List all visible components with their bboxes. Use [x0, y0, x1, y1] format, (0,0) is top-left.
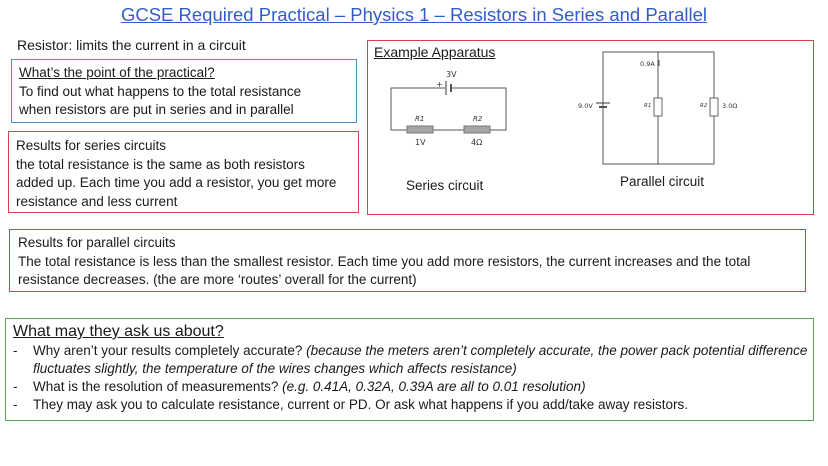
parallel-r2-label: R2	[700, 103, 708, 109]
parallel-results-box	[9, 229, 806, 292]
parallel-results-line: The total resistance is less than the smallest resistor. Each time you add more resistors, the current increases and the total	[18, 253, 751, 269]
series-resistor-r1	[407, 126, 433, 133]
series-results-heading: Results for series circuits	[16, 138, 167, 153]
series-results-line: the total resistance is the same as both resistors	[16, 156, 305, 172]
parallel-results-line: resistance decreases. (the are more ‘routes’ overall for the current)	[18, 272, 417, 287]
series-r1-value: 1V	[415, 138, 426, 147]
bullet-text: Why aren’t your results completely accurate?	[33, 343, 307, 358]
point-line: when resistors are put in series and in parallel	[19, 102, 294, 117]
point-of-practical-box	[11, 59, 357, 123]
bullet-dash: -	[13, 379, 18, 394]
example-apparatus-box	[367, 40, 814, 215]
point-line: To find out what happens to the total resistance	[19, 83, 302, 99]
series-results-line: added up. Each time you add a resistor, you get more	[16, 175, 337, 190]
apparatus-heading: Example Apparatus	[374, 44, 496, 60]
series-r2-value: 4Ω	[471, 138, 483, 147]
list-item	[13, 396, 813, 414]
series-wire	[391, 88, 506, 130]
parallel-resistor-r1	[654, 98, 662, 116]
series-results-box	[8, 131, 359, 213]
exam-questions-box	[5, 318, 814, 421]
supply-voltage-label: 9.0V	[578, 102, 593, 110]
bullet-dash: -	[13, 397, 18, 412]
parallel-resistor-r2	[710, 98, 718, 116]
bullet-text: They may ask you to calculate resistance, current or PD. Or ask what happens if you add/take away resistors.	[33, 397, 689, 412]
resistor-definition: Resistor: limits the current in a circuit	[17, 37, 246, 53]
series-resistor-r2	[464, 126, 490, 133]
bullet-italic: (because the meters aren’t completely accurate, the power pack potential difference fluctuates slightly, the temperature of the wires changes which affects resistance)	[33, 343, 808, 376]
bullet-text: What is the resolution of measurements?	[33, 379, 283, 394]
battery-voltage-label: 3V	[446, 70, 457, 79]
parallel-r2-value: 3.0Ω	[722, 102, 738, 110]
point-heading: What’s the point of the practical?	[19, 65, 215, 80]
page-title: GCSE Required Practical – Physics 1 – Resistors in Series and Parallel	[120, 4, 708, 25]
parallel-circuit-caption: Parallel circuit	[620, 174, 705, 189]
parallel-r1-label: R1	[644, 103, 652, 109]
series-circuit-diagram	[391, 81, 506, 133]
series-r1-label: R1	[415, 115, 425, 123]
bullet-dash: -	[13, 343, 18, 358]
parallel-results-heading: Results for parallel circuits	[18, 235, 176, 250]
battery-plus-label: +	[436, 80, 443, 89]
list-item	[13, 378, 813, 396]
list-item	[13, 342, 813, 378]
exam-questions-heading: What may they ask us about?	[13, 323, 224, 340]
series-results-line: resistance and less current	[16, 193, 178, 209]
ammeter-reading: 0.9A	[640, 60, 655, 68]
bullet-italic: (e.g. 0.41A, 0.32A, 0.39A are all to 0.01 resolution)	[282, 379, 586, 394]
series-circuit-caption: Series circuit	[406, 178, 484, 193]
series-r2-label: R2	[473, 115, 483, 123]
